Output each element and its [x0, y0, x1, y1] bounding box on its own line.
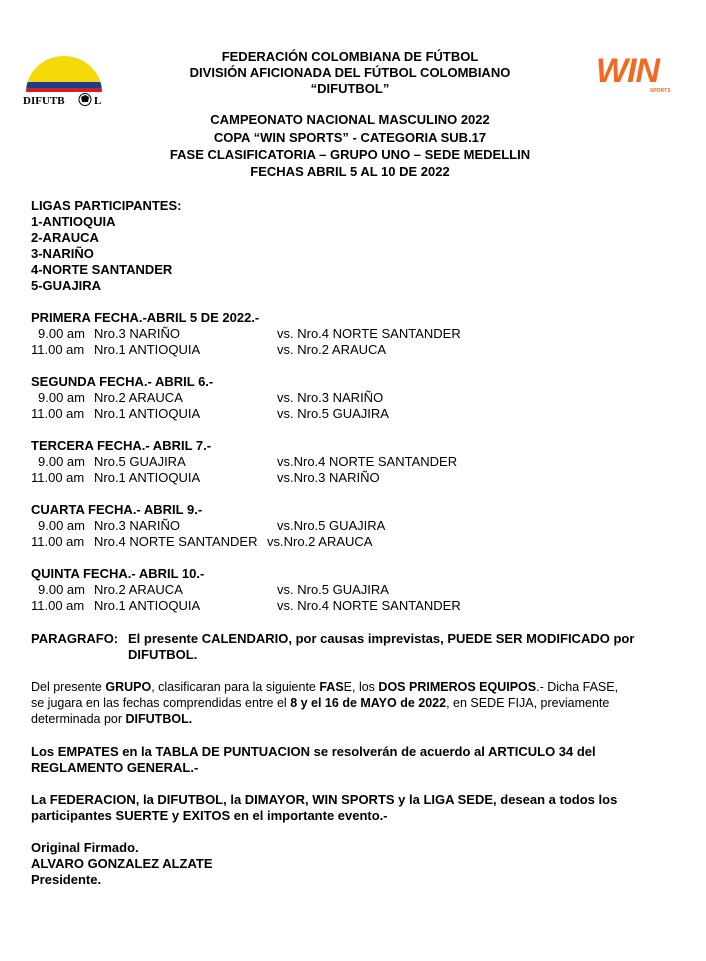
match-home: Nro.1 ANTIOQUIA	[94, 342, 201, 357]
difutbol-logo-text: DIFUTB	[23, 95, 65, 107]
match-home: Nro.1 ANTIOQUIA	[94, 470, 201, 485]
league-item: 5-GUAJIRA	[31, 278, 102, 293]
match-time: 11.00 am	[31, 470, 85, 485]
match-away: vs.Nro.3 NARIÑO	[277, 470, 380, 485]
match-away: vs. Nro.3 NARIÑO	[277, 390, 384, 405]
clasificacion-line-3: determinada por DIFUTBOL.	[31, 712, 193, 726]
match-time: 9.00 am	[38, 582, 85, 597]
difutbol-logo-suffix: L	[94, 95, 102, 107]
firma-nombre: ALVARO GONZALEZ ALZATE	[31, 856, 213, 871]
paragrafo-text: El presente CALENDARIO, por causas imprevistas, PUEDE SER MODIFICADO por	[128, 631, 635, 646]
win-sports-logo	[592, 48, 684, 96]
round-title: PRIMERA FECHA.-ABRIL 5 DE 2022.-	[31, 310, 260, 325]
match-time: 9.00 am	[38, 454, 85, 469]
match-away: vs. Nro.5 GUAJIRA	[277, 406, 389, 421]
match-home: Nro.3 NARIÑO	[94, 518, 180, 533]
match-home: Nro.1 ANTIOQUIA	[94, 406, 201, 421]
header-fechas: FECHAS ABRIL 5 AL 10 DE 2022	[250, 164, 450, 179]
clasificacion-line-2: se jugara en las fechas comprendidas entre el 8 y el 16 de MAYO de 2022, en SEDE FIJA, previamente	[31, 696, 610, 710]
header-fase: FASE CLASIFICATORIA – GRUPO UNO – SEDE MEDELLIN	[169, 147, 531, 162]
header-copa: COPA “WIN SPORTS” - CATEGORIA SUB.17	[213, 130, 487, 145]
header-campeonato: CAMPEONATO NACIONAL MASCULINO 2022	[210, 112, 490, 127]
match-time: 11.00 am	[31, 598, 85, 613]
league-item: 3-NARIÑO	[31, 246, 94, 261]
firma-cargo: Presidente.	[31, 872, 102, 887]
match-away: vs. Nro.4 NORTE SANTANDER	[277, 326, 461, 341]
match-home: Nro.5 GUAJIRA	[94, 454, 186, 469]
league-item: 1-ANTIOQUIA	[31, 214, 116, 229]
deseos-line-2: participantes SUERTE y EXITOS en el importante evento.-	[31, 808, 388, 823]
match-away: vs. Nro.2 ARAUCA	[277, 342, 387, 357]
match-home: Nro.2 ARAUCA	[94, 582, 183, 597]
match-time: 9.00 am	[38, 390, 85, 405]
round-title: TERCERA FECHA.- ABRIL 7.-	[31, 438, 212, 453]
empates-line-2: REGLAMENTO GENERAL.-	[31, 760, 199, 775]
header-federacion: FEDERACIÓN COLOMBIANA DE FÚTBOL	[221, 49, 479, 64]
win-logo-sub: SPORTS	[650, 88, 671, 94]
deseos-line-1: La FEDERACION, la DIFUTBOL, la DIMAYOR, WIN SPORTS y la LIGA SEDE, desean a todos los	[31, 792, 618, 807]
paragrafo-text-2: DIFUTBOL.	[128, 647, 198, 662]
match-away: vs. Nro.4 NORTE SANTANDER	[277, 598, 461, 613]
match-away: vs.Nro.2 ARAUCA	[267, 534, 373, 549]
match-away: vs.Nro.5 GUAJIRA	[277, 518, 386, 533]
win-logo-text: WIN	[596, 52, 660, 90]
match-time: 9.00 am	[38, 518, 85, 533]
difutbol-logo	[22, 52, 108, 110]
match-away: vs. Nro.5 GUAJIRA	[277, 582, 389, 597]
match-time: 11.00 am	[31, 534, 85, 549]
match-home: Nro.4 NORTE SANTANDER	[94, 534, 258, 549]
round-title: CUARTA FECHA.- ABRIL 9.-	[31, 502, 203, 517]
paragrafo-label: PARAGRAFO:	[31, 631, 119, 646]
empates-line-1: Los EMPATES en la TABLA DE PUNTUACION se resolverán de acuerdo al ARTICULO 34 del	[31, 744, 596, 759]
header-difutbol: “DIFUTBOL”	[310, 81, 390, 96]
match-home: Nro.2 ARAUCA	[94, 390, 183, 405]
header-division: DIVISIÓN AFICIONADA DEL FÚTBOL COLOMBIANO	[189, 65, 511, 80]
round-title: SEGUNDA FECHA.- ABRIL 6.-	[31, 374, 214, 389]
firma-original: Original Firmado.	[31, 840, 139, 855]
league-item: 4-NORTE SANTANDER	[31, 262, 173, 277]
round-title: QUINTA FECHA.- ABRIL 10.-	[31, 566, 205, 581]
clasificacion-line-1: Del presente GRUPO, clasificaran para la siguiente FASE, los DOS PRIMEROS EQUIPOS.- Dicha FASE,	[31, 680, 619, 694]
match-time: 9.00 am	[38, 326, 85, 341]
match-home: Nro.1 ANTIOQUIA	[94, 598, 201, 613]
match-home: Nro.3 NARIÑO	[94, 326, 180, 341]
league-item: 2-ARAUCA	[31, 230, 99, 245]
match-away: vs.Nro.4 NORTE SANTANDER	[277, 454, 458, 469]
leagues-title: LIGAS PARTICIPANTES:	[31, 198, 182, 213]
match-time: 11.00 am	[31, 406, 85, 421]
match-time: 11.00 am	[31, 342, 85, 357]
